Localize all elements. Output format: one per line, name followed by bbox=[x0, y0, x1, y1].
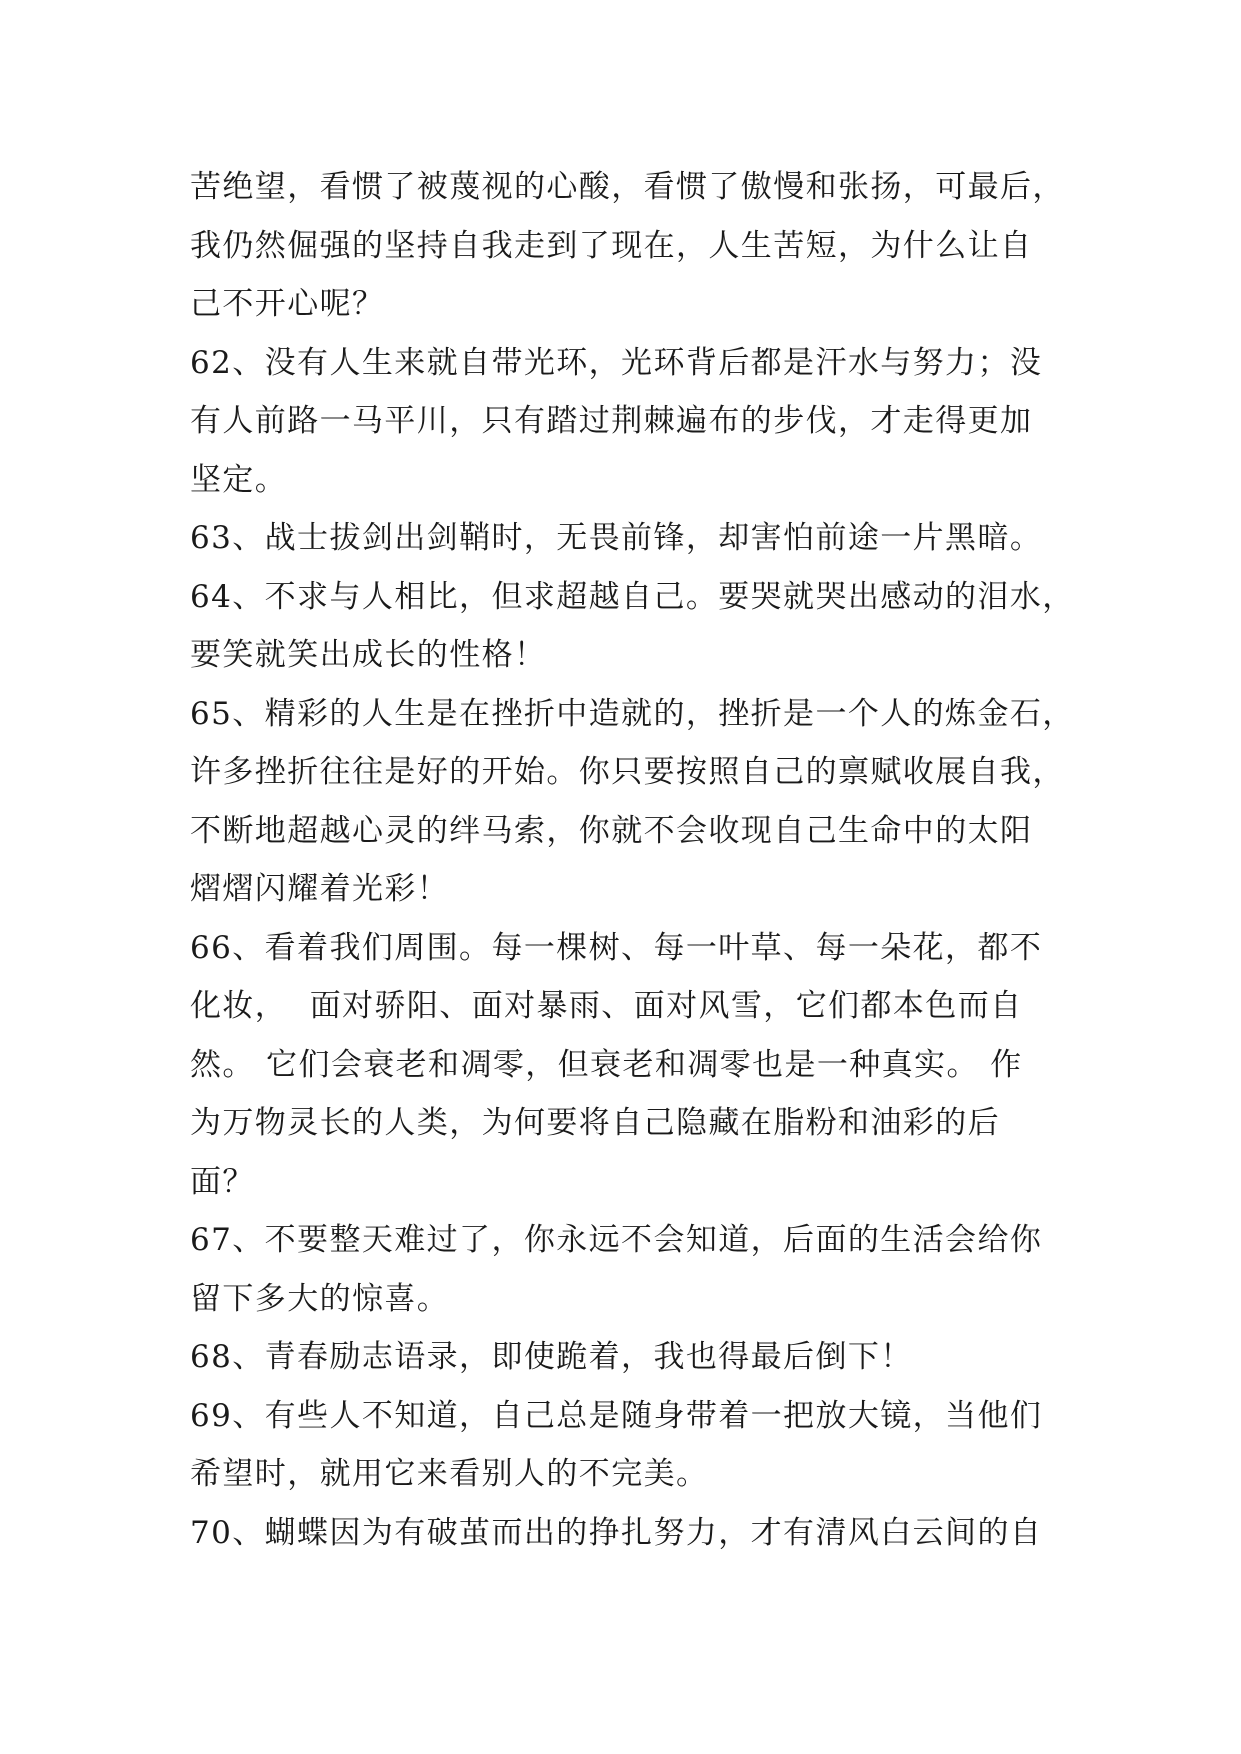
text-line: 为万物灵长的人类，为何要将自己隐藏在脂粉和油彩的后 bbox=[190, 1105, 1000, 1141]
text-line: 苦绝望，看惯了被蔑视的心酸，看惯了傲慢和张扬，可最后， bbox=[190, 169, 1065, 205]
text-line: 64、不求与人相比，但求超越自己。要哭就哭出感动的泪水， bbox=[190, 578, 1075, 615]
text-line: 化妆， 面对骄阳、面对暴雨、面对风雪，它们都本色而自 bbox=[190, 988, 1023, 1024]
text-line: 62、没有人生来就自带光环，光环背后都是汗水与努力；没 bbox=[190, 344, 1043, 381]
text-line: 坚定。 bbox=[190, 461, 288, 498]
text-line: 有人前路一马平川，只有踏过荆棘遍布的步伐，才走得更加 bbox=[190, 403, 1033, 439]
text-line: 要笑就笑出成长的性格！ bbox=[190, 637, 547, 673]
text-line: 68、青春励志语录，即使跪着，我也得最后倒下！ bbox=[190, 1339, 913, 1375]
text-line: 熠熠闪耀着光彩！ bbox=[190, 871, 450, 907]
text-line: 面？ bbox=[190, 1163, 255, 1200]
text-line: 己不开心呢？ bbox=[190, 286, 385, 322]
document-body bbox=[190, 158, 1075, 1562]
text-line: 我仍然倔强的坚持自我走到了现在，人生苦短，为什么让自 bbox=[190, 227, 1033, 264]
text-line: 63、战士拔剑出剑鞘时，无畏前锋，却害怕前途一片黑暗。 bbox=[190, 520, 1043, 556]
text-line: 70、蝴蝶因为有破茧而出的挣扎努力，才有清风白云间的自 bbox=[190, 1514, 1043, 1551]
text-line: 留下多大的惊喜。 bbox=[190, 1280, 450, 1317]
text-line: 不断地超越心灵的绊马索，你就不会收现自己生命中的太阳 bbox=[190, 812, 1033, 849]
text-line: 69、有些人不知道，自己总是随身带着一把放大镜，当他们 bbox=[190, 1397, 1043, 1434]
text-line: 65、精彩的人生是在挫折中造就的，挫折是一个人的炼金石， bbox=[190, 695, 1075, 732]
text-line: 许多挫折往往是好的开始。你只要按照自己的禀赋收展自我， bbox=[190, 754, 1065, 790]
text-line: 66、看着我们周围。每一棵树、每一叶草、每一朵花，都不 bbox=[190, 929, 1043, 966]
text-line: 然。 它们会衰老和凋零，但衰老和凋零也是一种真实。 作 bbox=[190, 1046, 1023, 1083]
text-line: 希望时，就用它来看别人的不完美。 bbox=[190, 1456, 709, 1492]
text-line: 67、不要整天难过了，你永远不会知道，后面的生活会给你 bbox=[190, 1222, 1043, 1258]
